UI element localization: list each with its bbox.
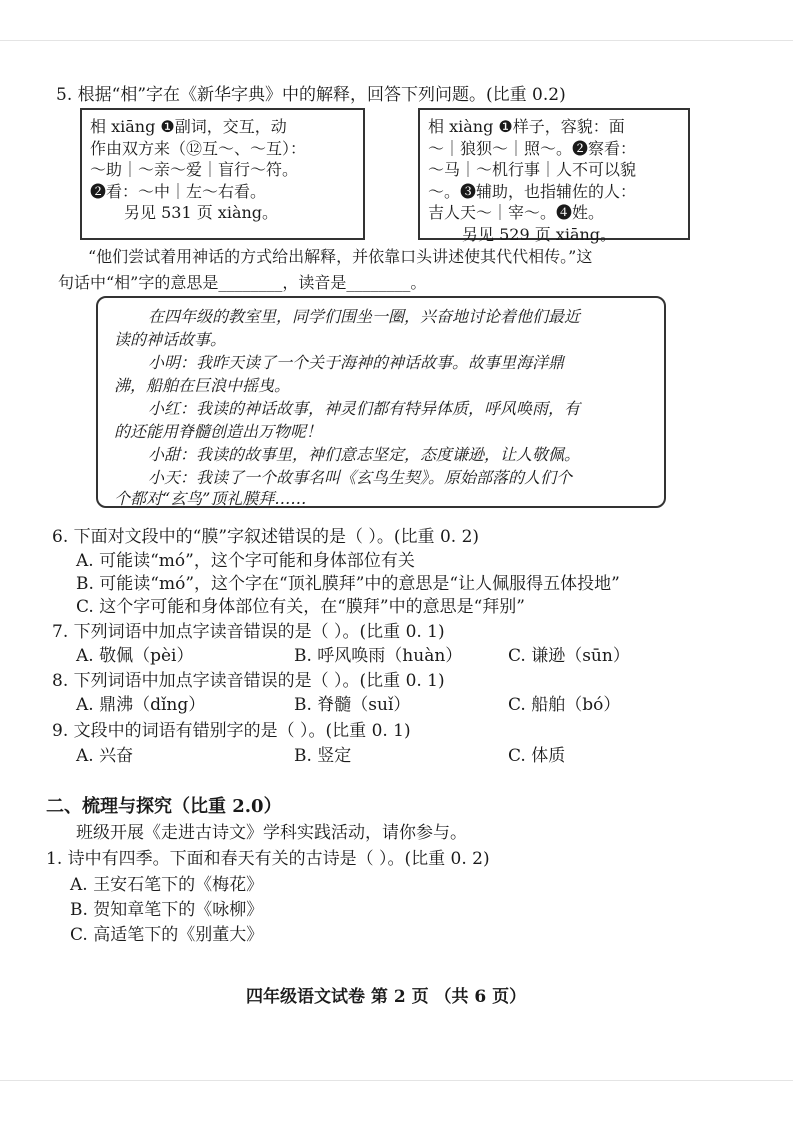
- q6-option-a[interactable]: A. 可能读“mó”，这个字可能和身体部位有关: [76, 551, 415, 571]
- dict-left-line: ❷看：～中｜左～右看。: [90, 181, 267, 201]
- passage-line: 在四年级的教室里，同学们围坐一圈，兴奋地讨论着他们最近: [148, 307, 581, 326]
- q8-option-b[interactable]: B. 脊髓（suǐ）: [294, 695, 411, 715]
- q7-title: 7. 下列词语中加点字读音错误的是（ ）。(比重 0. 1): [52, 622, 445, 642]
- q7-option-c[interactable]: C. 谦逊（sūn）: [508, 646, 630, 666]
- passage-line: 读的神话故事。: [114, 330, 227, 349]
- q6-option-b[interactable]: B. 可能读“mó”，这个字在“顶礼膜拜”中的意思是“让人佩服得五体投地”: [76, 574, 620, 594]
- passage-line: 小天：我读了一个故事名叫《玄鸟生契》。原始部落的人们个: [148, 468, 573, 487]
- dict-entry-xiang1: [80, 108, 365, 240]
- q8-option-c[interactable]: C. 船舶（bó）: [508, 695, 621, 715]
- dict-entry-xiang4: [418, 108, 690, 244]
- q9-option-c[interactable]: C. 体质: [508, 746, 566, 766]
- q5-title: 5. 根据“相”字在《新华字典》中的解释，回答下列问题。(比重 0.2): [56, 85, 566, 105]
- page-bottom-rule: [0, 1080, 793, 1081]
- q9-option-b[interactable]: B. 竖定: [294, 746, 352, 766]
- passage-line: 小红：我读的神话故事，神灵们都有特异体质，呼风唤雨，有: [148, 399, 581, 418]
- dict-left-line: 相 xiāng ❶副词，交互，动: [90, 117, 287, 136]
- dict-right-line: ～马｜～机行事｜人不可以貌: [428, 160, 637, 179]
- dict-right-line: 相 xiàng ❶样子，容貌：面: [428, 117, 625, 136]
- q7-option-a[interactable]: A. 敬佩（pèi）: [76, 646, 194, 666]
- q5-quote-line2: 句话中“相”字的意思是________，读音是________。: [58, 273, 427, 292]
- dict-right-line: 吉人天～｜宰～。❹姓。: [428, 203, 605, 222]
- dict-right-line: ～｜狼狈～｜照～。❷察看：: [428, 138, 637, 158]
- passage-line: 沸，船舶在巨浪中摇曳。: [114, 376, 291, 395]
- page-footer: 四年级语文试卷 第 2 页 （共 6 页）: [246, 987, 527, 1007]
- s2-q1-option-a[interactable]: A. 王安石笔下的《梅花》: [70, 875, 264, 895]
- s2-q1-option-b[interactable]: B. 贺知章笔下的《咏柳》: [70, 900, 264, 920]
- q7-option-b[interactable]: B. 呼风唤雨（huàn）: [294, 646, 463, 666]
- s2-q1-title: 1. 诗中有四季。下面和春天有关的古诗是（ ）。(比重 0. 2): [46, 849, 490, 869]
- q9-title: 9. 文段中的词语有错别字的是（ ）。(比重 0. 1): [52, 721, 411, 741]
- dict-left-line: 另见 531 页 xiàng。: [124, 203, 279, 222]
- s2-q1-option-c[interactable]: C. 高适笔下的《别董大》: [70, 925, 264, 945]
- q6-option-c[interactable]: C. 这个字可能和身体部位有关，在“膜拜”中的意思是“拜别”: [76, 597, 525, 617]
- dict-right-line: ～。❸辅助，也指辅佐的人：: [428, 181, 637, 201]
- reading-passage: [96, 296, 666, 508]
- q9-option-a[interactable]: A. 兴奋: [76, 746, 134, 766]
- section-2-intro: 班级开展《走进古诗文》学科实践活动，请你参与。: [76, 823, 467, 843]
- passage-line: 个都对“玄鸟”顶礼膜拜……: [114, 489, 307, 508]
- passage-line: 小明：我昨天读了一个关于海神的神话故事。故事里海洋鼎: [148, 353, 565, 372]
- passage-line: 的还能用脊髓创造出万物呢！: [114, 422, 323, 441]
- dict-left-line: ～助｜～亲～爱｜盲行～符。: [90, 160, 299, 179]
- dict-left-line: 作由双方来（⑫互～、～互）：: [90, 138, 307, 158]
- q5-quote-line1: “他们尝试着用神话的方式给出解释，并依靠口头讲述使其代代相传。”这: [88, 247, 593, 266]
- section-2-heading: 二、梳理与探究（比重 2.0）: [46, 796, 282, 817]
- q8-option-a[interactable]: A. 鼎沸（dǐng）: [76, 695, 206, 715]
- q6-title: 6. 下面对文段中的“膜”字叙述错误的是（ ）。(比重 0. 2): [52, 527, 480, 547]
- q8-title: 8. 下列词语中加点字读音错误的是（ ）。(比重 0. 1): [52, 671, 445, 691]
- dict-right-line: 另见 529 页 xiāng。: [462, 224, 617, 244]
- passage-line: 小甜：我读的故事里，神们意志坚定，态度谦逊，让人敬佩。: [148, 445, 581, 464]
- page-top-rule: [0, 40, 793, 41]
